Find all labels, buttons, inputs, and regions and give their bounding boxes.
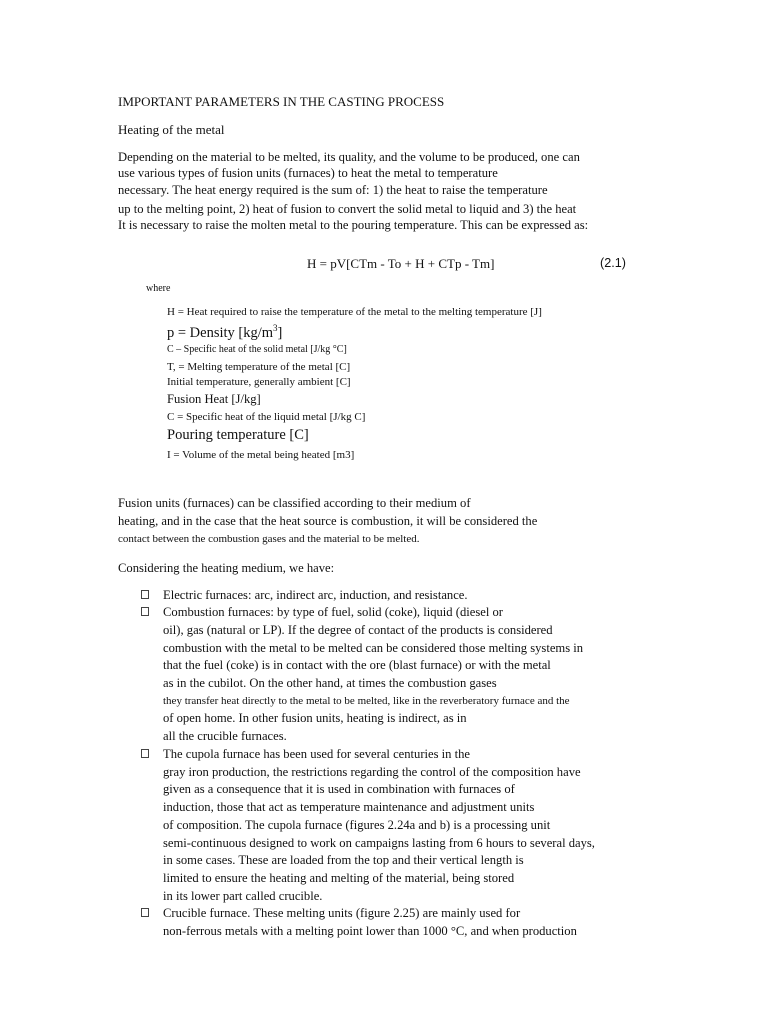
- missing-glyph-icon: [141, 749, 149, 758]
- bullet-line: in its lower part called crucible.: [163, 889, 323, 903]
- superscript: 3: [273, 323, 278, 333]
- intro-line: It is necessary to raise the molten metal to the pouring temperature. This can be expressed as:: [118, 218, 589, 232]
- bullet-line: oil), gas (natural or LP). If the degree of contact of the products is considered: [163, 623, 553, 637]
- definition-volume: I = Volume of the metal being heated [m3]: [167, 449, 355, 461]
- bullet-line: of composition. The cupola furnace (figures 2.24a and b) is a processing unit: [163, 818, 551, 832]
- bullet-line: limited to ensure the heating and melting of the material, being stored: [163, 871, 515, 885]
- intro-line: necessary. The heat energy required is the sum of: 1) the heat to raise the temperature: [118, 183, 548, 197]
- bullet-line: induction, those that act as temperature maintenance and adjustment units: [163, 800, 535, 814]
- intro-line: use various types of fusion units (furnaces) to heat the metal to temperature: [118, 166, 498, 180]
- definition-fusion-heat: Fusion Heat [J/kg]: [167, 392, 261, 406]
- bullet-line: as in the cubilot. On the other hand, at times the combustion gases: [163, 676, 497, 690]
- bullet-line: combustion with the metal to be melted can be considered those melting systems in: [163, 641, 584, 655]
- bullet-line: semi-continuous designed to work on campaigns lasting from 6 hours to several days,: [163, 836, 595, 850]
- definition-specific-heat-solid: C – Specific heat of the solid metal [J/kg °C]: [167, 344, 347, 355]
- bullet-line: all the crucible furnaces.: [163, 729, 287, 743]
- definition-density-text: p = Density [kg/m: [167, 325, 274, 341]
- bullet-line: Combustion furnaces: by type of fuel, solid (coke), liquid (diesel or: [163, 605, 503, 619]
- missing-glyph-icon: [141, 908, 149, 917]
- intro-line: Depending on the material to be melted, its quality, and the volume to be produced, one can: [118, 150, 580, 164]
- definition-density-close: ]: [277, 325, 283, 341]
- bullet-line: they transfer heat directly to the metal to be melted, like in the reverberatory furnace and the: [163, 695, 570, 707]
- considering-line: Considering the heating medium, we have:: [118, 561, 335, 575]
- bullet-line: The cupola furnace has been used for several centuries in the: [163, 747, 471, 761]
- bullet-line: given as a consequence that it is used in combination with furnaces of: [163, 782, 515, 796]
- bullet-line: Crucible furnace. These melting units (figure 2.25) are mainly used for: [163, 906, 521, 920]
- intro-line: up to the melting point, 2) heat of fusion to convert the solid metal to liquid and 3) the heat: [118, 202, 577, 216]
- where-label: where: [146, 283, 171, 294]
- classification-line: heating, and in the case that the heat source is combustion, it will be considered the: [118, 514, 538, 528]
- definition-initial-temperature: Initial temperature, generally ambient [C]: [167, 376, 351, 388]
- missing-glyph-icon: [141, 607, 149, 616]
- bullet-line: non-ferrous metals with a melting point lower than 1000 °C, and when production: [163, 924, 577, 938]
- definition-specific-heat-liquid: C = Specific heat of the liquid metal [J/kg C]: [167, 411, 366, 423]
- bullet-line: that the fuel (coke) is in contact with the ore (blast furnace) or with the metal: [163, 658, 551, 672]
- bullet-line: gray iron production, the restrictions regarding the control of the composition have: [163, 765, 581, 779]
- classification-line: Fusion units (furnaces) can be classified according to their medium of: [118, 496, 471, 510]
- definition-pouring-temperature: Pouring temperature [C]: [167, 427, 309, 443]
- equation-formula: H = pV[CTm - To + H + CTp - Tm]: [307, 256, 495, 271]
- equation-number: (2.1): [600, 256, 626, 270]
- document-title: IMPORTANT PARAMETERS IN THE CASTING PROCESS: [118, 94, 445, 109]
- bullet-line: of open home. In other fusion units, heating is indirect, as in: [163, 711, 467, 725]
- definition-heat: H = Heat required to raise the temperature of the metal to the melting temperature [J]: [167, 306, 542, 318]
- definition-melting-temperature: T, = Melting temperature of the metal [C]: [167, 361, 351, 373]
- bullet-line: in some cases. These are loaded from the top and their vertical length is: [163, 853, 524, 867]
- classification-line: contact between the combustion gases and the material to be melted.: [118, 533, 420, 545]
- section-heading: Heating of the metal: [118, 122, 225, 137]
- bullet-line: Electric furnaces: arc, indirect arc, induction, and resistance.: [163, 588, 468, 602]
- definition-density: [167, 323, 283, 341]
- missing-glyph-icon: [141, 590, 149, 599]
